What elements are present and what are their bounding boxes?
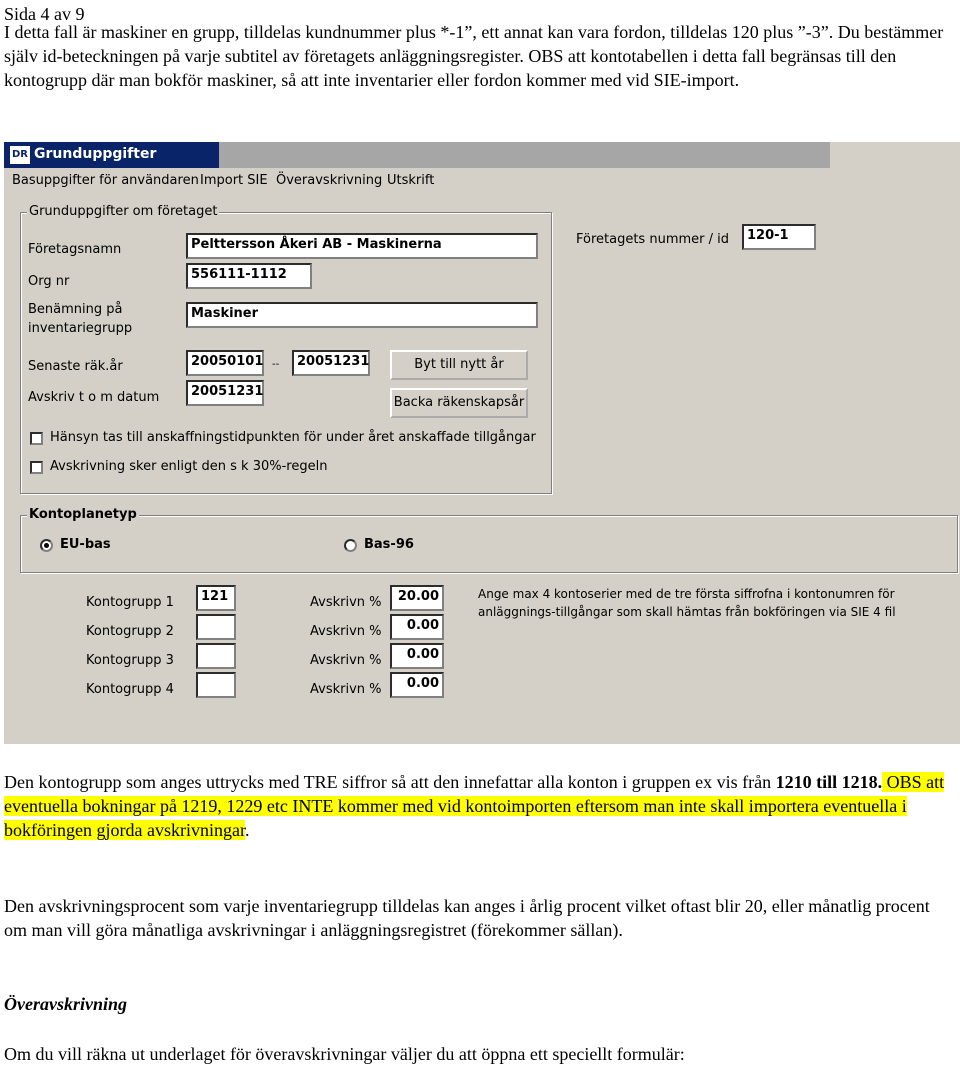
account-group-1-field[interactable]: 121 xyxy=(196,585,236,611)
acquisition-time-label: Hänsyn tas till anskaffningstidpunkten för under året anskaffade tillgångar xyxy=(50,430,536,445)
account-group-1-label: Kontogrupp 1 xyxy=(86,595,174,610)
import-warning-text: OBS att eventuella bokningar på 1219, 1229 etc INTE kommer med vid kontoimporten eftersom man inte skall importera eventuella i bokföringen gjorda avskrivningar xyxy=(4,772,945,840)
depreciation-date-label: Avskriv t o m datum xyxy=(28,390,160,405)
fiscal-year-separator: -- xyxy=(272,359,280,370)
company-id-field[interactable]: 120-1 xyxy=(742,224,816,250)
depreciation-2-field[interactable]: 0.00 xyxy=(390,614,444,640)
menu-item-utskrift[interactable]: Utskrift xyxy=(387,173,435,188)
depreciation-paragraph: Den avskrivningsprocent som varje inventariegrupp tilldelas kan anges i årlig procent vilket oftast blir 20, eller månatlig procent om man vill göra månatliga avskrivningar i anläggningsregistret (förekommer sällan). xyxy=(4,896,930,940)
account-group-2-label: Kontogrupp 2 xyxy=(86,624,174,639)
intro-paragraph: I detta fall är maskiner en grupp, tilldelas kundnummer plus *-1”, ett annat kan vara fordon, tilldelas 120 plus ”-3”. Du bestämmer själv id-beteckningen på varje subtitel av företagets anläggningsregister. OBS att kontotabellen i detta fall begränsas till den kontogrupp där man bokför maskiner, så att inte inventarier eller fordon kommer med vid SIE-import. xyxy=(4,22,944,90)
depreciation-1-label: Avskrivn % xyxy=(310,595,382,610)
rule-30-label: Avskrivning sker enligt den s k 30%-regeln xyxy=(50,459,328,474)
bas-96-label: Bas-96 xyxy=(364,537,414,552)
app-logo-icon: DR xyxy=(10,146,30,164)
overavskrivning-paragraph: Om du vill räkna ut underlaget för överavskrivningar väljer du att öppna ett speciellt formulär: xyxy=(4,1044,685,1064)
orgnr-field[interactable]: 556111-1112 xyxy=(186,263,312,289)
app-window xyxy=(4,142,960,744)
account-group-4-label: Kontogrupp 4 xyxy=(86,682,174,697)
page-number: Sida 4 av 9 xyxy=(4,4,85,24)
eu-bas-label: EU-bas xyxy=(60,537,111,552)
account-group-3-label: Kontogrupp 3 xyxy=(86,653,174,668)
company-id-label: Företagets nummer / id xyxy=(576,232,729,247)
depreciation-date-field[interactable]: 20051231 xyxy=(186,380,264,406)
menu-item-basuppgifter[interactable]: Basuppgifter för användaren xyxy=(12,173,199,188)
company-name-label: Företagsnamn xyxy=(28,242,122,257)
bas-96-radio[interactable] xyxy=(344,539,357,552)
import-warning-period: . xyxy=(244,820,250,840)
company-name-field[interactable]: Pelttersson Åkeri AB - Maskinerna xyxy=(186,233,538,259)
account-group-text: Den kontogrupp som anges uttrycks med TRE siffror så att den innefattar alla konton i gruppen ex vis från xyxy=(4,772,776,792)
title-bar xyxy=(4,142,960,168)
section-heading: Överavskrivning xyxy=(4,994,127,1014)
depreciation-2-label: Avskrivn % xyxy=(310,624,382,639)
depreciation-4-field[interactable]: 0.00 xyxy=(390,672,444,698)
account-range-text: 1210 till 1218. xyxy=(775,772,883,792)
fiscal-year-to-field[interactable]: 20051231 xyxy=(292,350,370,376)
orgnr-label: Org nr xyxy=(28,274,70,289)
account-group-paragraph xyxy=(4,770,956,842)
acquisition-time-checkbox[interactable] xyxy=(30,432,43,445)
group-name-label-2: inventariegrupp xyxy=(28,321,133,336)
chart-type-label: Kontoplanetyp xyxy=(29,507,137,522)
account-group-4-field[interactable] xyxy=(196,672,236,698)
fiscal-year-from-field[interactable]: 20050101 xyxy=(186,350,264,376)
account-series-note: Ange max 4 kontoserier med de tre första siffrofna i kontonumren för anläggnings-tillgångar som skall hämtas från bokföringen via SIE 4 fil xyxy=(478,587,896,619)
chart-type-groupbox xyxy=(20,507,958,573)
fiscal-year-label: Senaste räk.år xyxy=(28,359,123,374)
menu-item-overavskrivning[interactable]: Överavskrivning xyxy=(276,173,383,188)
depreciation-3-field[interactable]: 0.00 xyxy=(390,643,444,669)
group-name-label-1: Benämning på xyxy=(28,302,123,317)
eu-bas-radio[interactable] xyxy=(40,539,53,552)
depreciation-1-field[interactable]: 20.00 xyxy=(390,585,444,611)
depreciation-3-label: Avskrivn % xyxy=(310,653,382,668)
new-year-button[interactable]: Byt till nytt år xyxy=(390,350,528,380)
menu-item-import-sie[interactable]: Import SIE xyxy=(200,173,268,188)
rule-30-checkbox[interactable] xyxy=(30,461,43,474)
menu-bar xyxy=(4,170,960,192)
company-group-label: Grunduppgifter om företaget xyxy=(29,204,218,219)
back-year-button[interactable]: Backa räkenskapsår xyxy=(390,388,528,418)
group-name-field[interactable]: Maskiner xyxy=(186,302,538,328)
account-group-2-field[interactable] xyxy=(196,614,236,640)
depreciation-4-label: Avskrivn % xyxy=(310,682,382,697)
window-title: Grunduppgifter xyxy=(34,146,157,162)
account-group-3-field[interactable] xyxy=(196,643,236,669)
